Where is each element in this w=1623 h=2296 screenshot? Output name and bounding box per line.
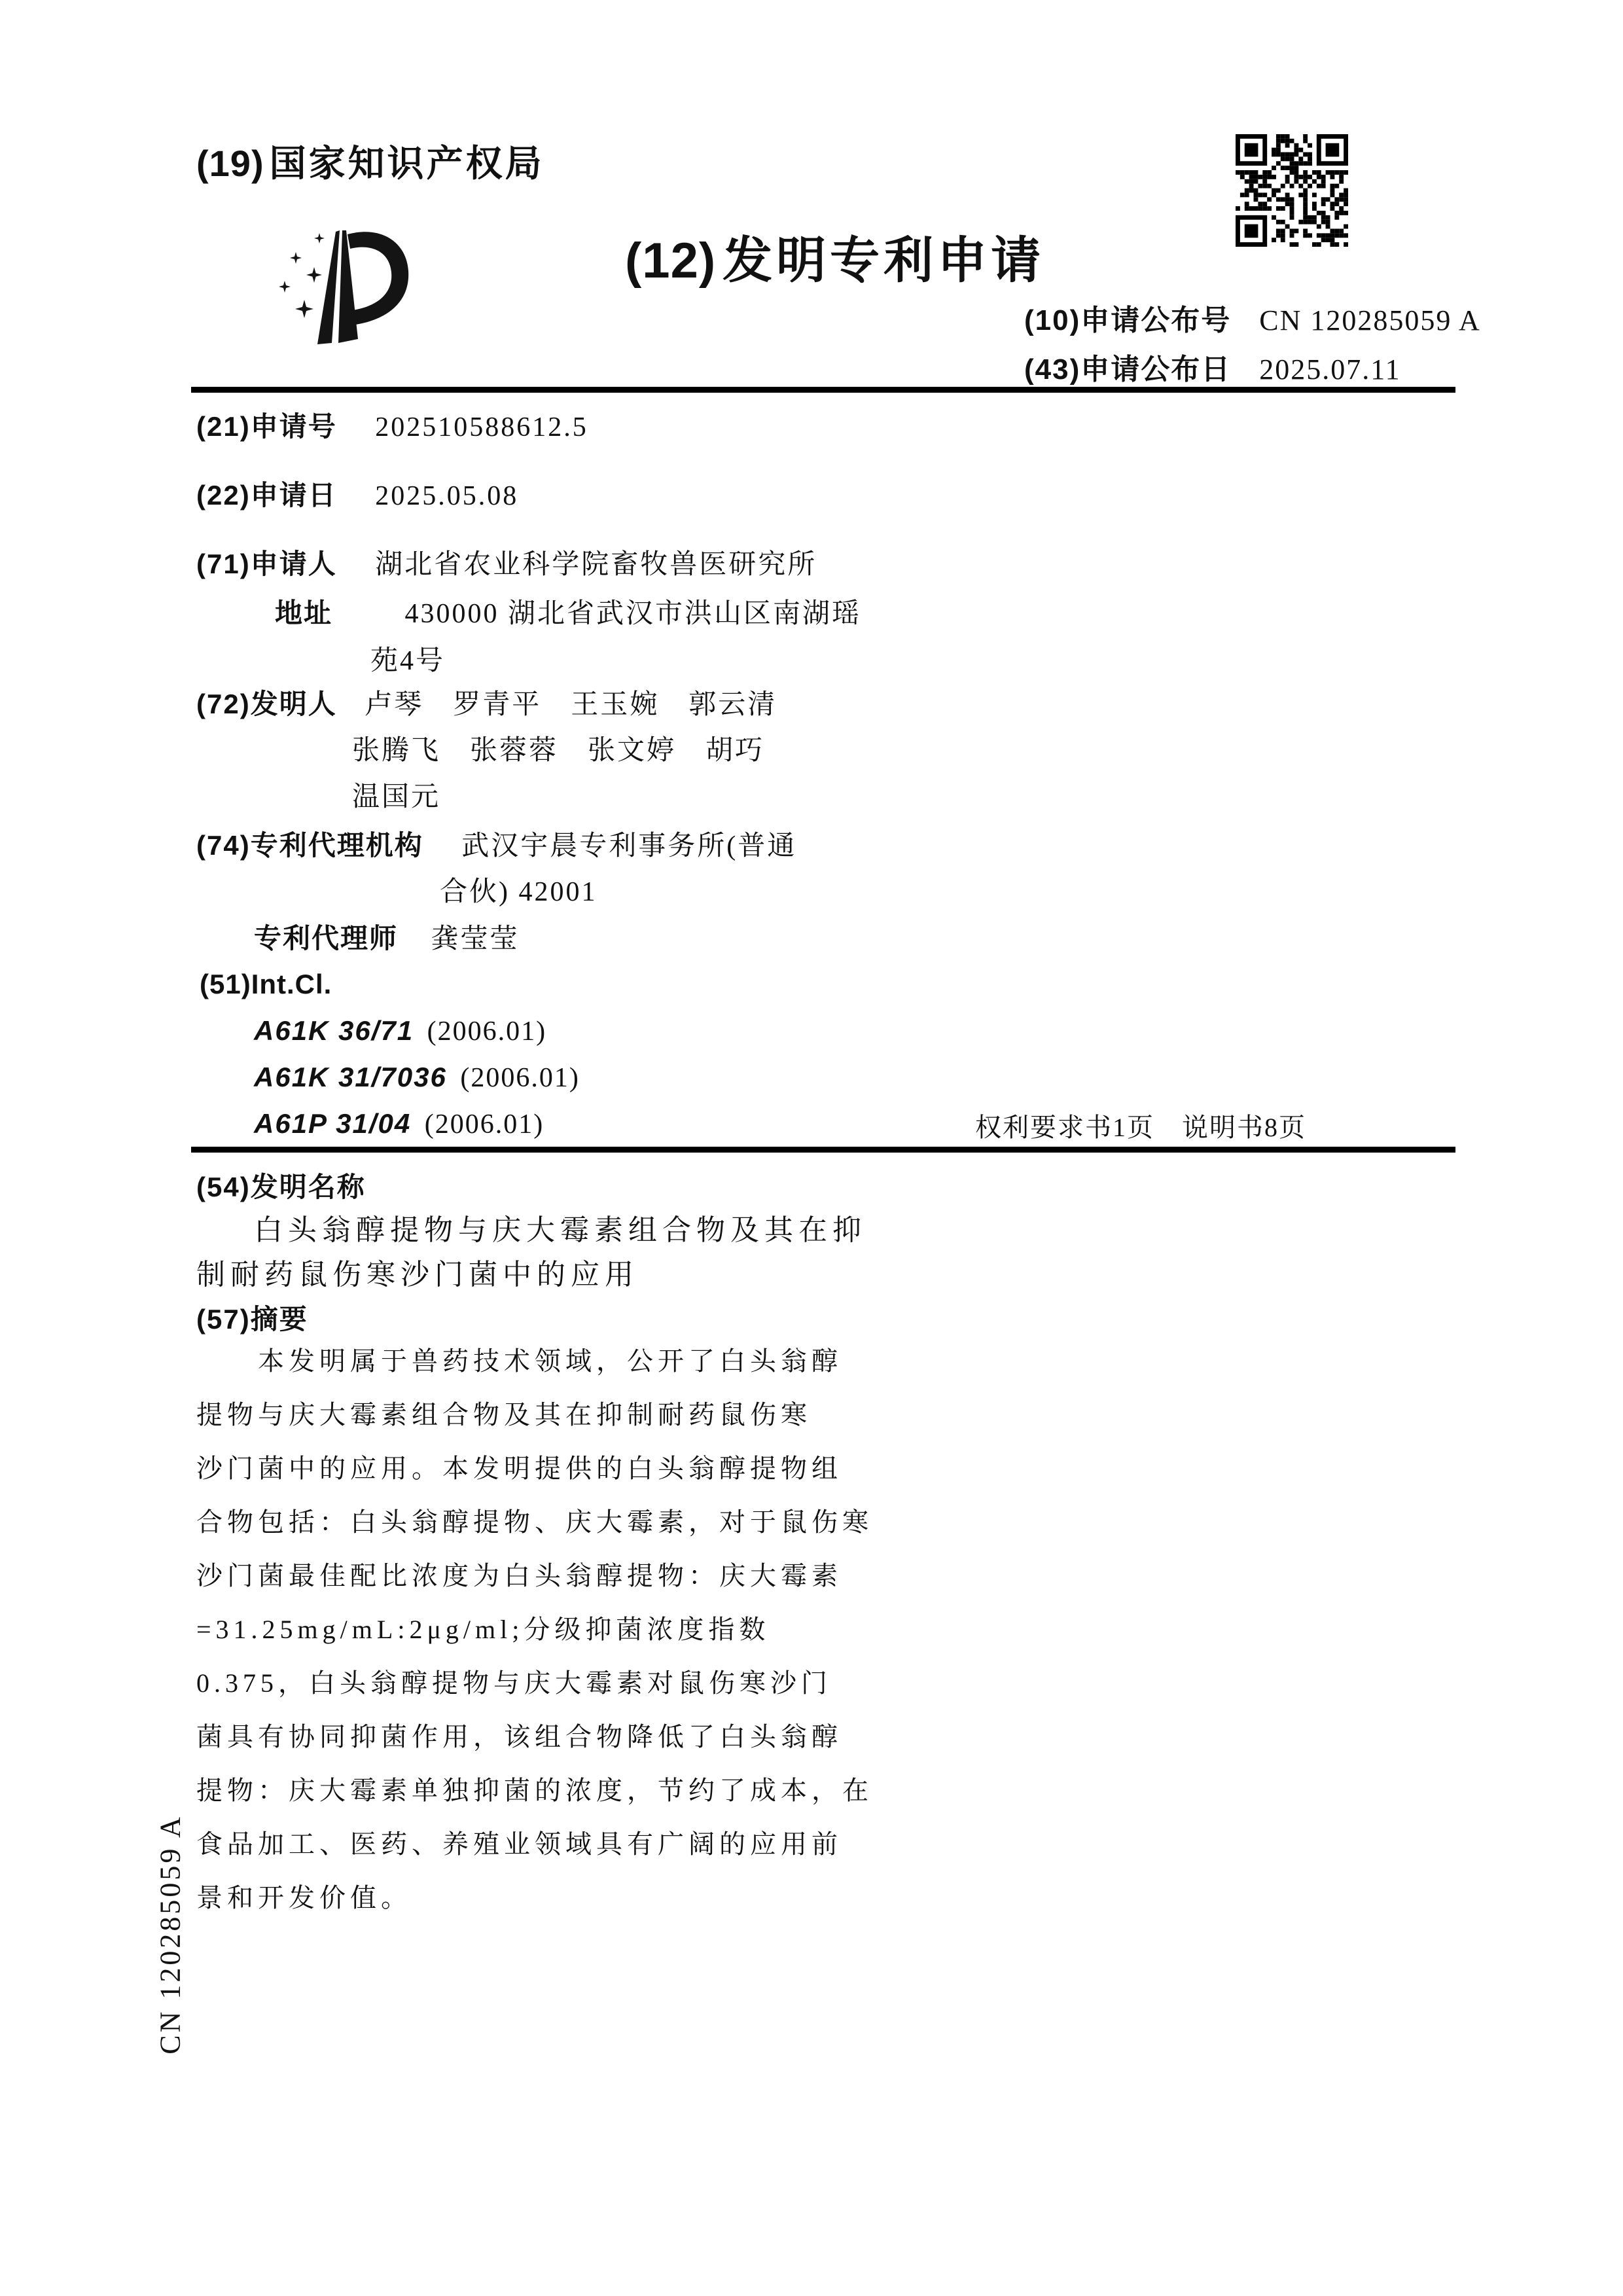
- int-cl-row: [200, 969, 332, 1001]
- abstract-line: 食品加工、医药、养殖业领域具有广阔的应用前: [196, 1829, 842, 1859]
- title-section-label: [196, 1172, 366, 1204]
- invention-title-line1: 白头翁醇提物与庆大霉素组合物及其在抑: [254, 1214, 866, 1246]
- abstract-line: 景和开发价值。: [196, 1883, 412, 1912]
- pub-date-label: (43)申请公布日: [1024, 353, 1232, 386]
- abstract-line: 本发明属于兽药技术领域，公开了白头翁醇: [258, 1346, 842, 1376]
- ipc-code: A61K 31/7036: [254, 1062, 447, 1092]
- invention-title-line2: 制耐药鼠伤寒沙门菌中的应用: [196, 1259, 639, 1291]
- body-divider: [191, 1147, 1455, 1153]
- abstract-line: 0.375，白头翁醇提物与庆大霉素对鼠伤寒沙门: [196, 1668, 832, 1698]
- pages-info: 权利要求书1页 说明书8页: [975, 1113, 1306, 1142]
- ipc-entry-row: [254, 1108, 544, 1140]
- agent-label: 专利代理师: [254, 923, 399, 954]
- cnipa-logo: [278, 224, 422, 348]
- address-label: 地址: [275, 598, 333, 628]
- applicant-label: (71)申请人: [196, 548, 337, 579]
- agent-row: [254, 923, 520, 955]
- pub-number-value: CN 120285059 A: [1259, 304, 1481, 336]
- pub-date-value: 2025.07.11: [1259, 353, 1401, 386]
- qr-code: [1236, 134, 1348, 247]
- application-number-label: (21)申请号: [196, 411, 337, 442]
- applicant-row: [196, 548, 817, 581]
- abstract-line: 菌具有协同抑菌作用，该组合物降低了白头翁醇: [196, 1722, 842, 1751]
- agency-value-line1: 武汉宇晨专利事务所(普通: [461, 831, 797, 861]
- application-date-row: [196, 480, 518, 512]
- abstract-line: 提物与庆大霉素组合物及其在抑制耐药鼠伤寒: [196, 1400, 812, 1429]
- address-value-line1: 430000 湖北省武汉市洪山区南湖瑶: [404, 599, 862, 629]
- inventors-label: (72)发明人: [196, 689, 337, 719]
- ipc-code: A61K 36/71: [254, 1015, 414, 1046]
- application-date-label: (22)申请日: [196, 480, 337, 511]
- application-date-value: 2025.05.08: [375, 481, 519, 511]
- agency-value-line2: 合伙) 42001: [440, 877, 597, 907]
- address-row: [275, 598, 861, 630]
- vertical-doc-id: CN 120285059 A: [154, 1814, 187, 2054]
- abstract-line: 提物：庆大霉素单独抑菌的浓度，节约了成本，在: [196, 1776, 873, 1805]
- pub-number-row: [1024, 304, 1481, 338]
- doc-type-line: [625, 232, 1044, 290]
- ipc-entry-row: [254, 1062, 580, 1094]
- ipc-version: (2006.01): [460, 1063, 580, 1093]
- agent-value: 龚莹莹: [431, 924, 520, 954]
- abstract-line: =31.25mg/mL:2μg/ml;分级抑菌浓度指数: [196, 1615, 770, 1644]
- application-number-value: 202510588612.5: [375, 412, 588, 442]
- office-line: [196, 143, 544, 185]
- office-code: (19): [196, 143, 264, 184]
- cnipa-logo-graphic: [278, 224, 422, 348]
- abstract-line: 合物包括：白头翁醇提物、庆大霉素，对于鼠伤寒: [196, 1507, 873, 1537]
- ipc-code: A61P 31/04: [254, 1108, 412, 1139]
- inventors-row: [196, 689, 777, 721]
- abstract-section-label: [196, 1304, 308, 1336]
- address-value-line2: 苑4号: [370, 646, 446, 676]
- abstract-label: (57)摘要: [196, 1304, 308, 1335]
- applicant-value: 湖北省农业科学院畜牧兽医研究所: [375, 550, 817, 580]
- doc-type-title: 发明专利申请: [722, 233, 1045, 289]
- office-name: 国家知识产权局: [269, 143, 544, 184]
- doc-type-code: (12): [625, 233, 717, 289]
- application-number-row: [196, 411, 588, 443]
- abstract-line: 沙门菌中的应用。本发明提供的白头翁醇提物组: [196, 1454, 842, 1483]
- abstract-line: 沙门菌最佳配比浓度为白头翁醇提物：庆大霉素: [196, 1561, 842, 1590]
- ipc-version: (2006.01): [427, 1016, 547, 1047]
- inventors-line3: 温国元: [352, 782, 441, 812]
- inventors-line1: 卢琴 罗青平 王玉婉 郭云清: [365, 690, 777, 720]
- pub-date-row: [1024, 353, 1401, 387]
- ipc-version: (2006.01): [424, 1109, 544, 1139]
- inventors-line2: 张腾飞 张蓉蓉 张文婷 胡巧: [352, 736, 765, 766]
- int-cl-label: (51)Int.Cl.: [200, 969, 332, 999]
- header-divider: [191, 387, 1455, 393]
- invention-title-label: (54)发明名称: [196, 1172, 366, 1202]
- pub-number-label: (10)申请公布号: [1024, 304, 1232, 336]
- agency-label: (74)专利代理机构: [196, 830, 423, 861]
- agency-row: [196, 830, 796, 862]
- ipc-entry-row: [254, 1015, 546, 1047]
